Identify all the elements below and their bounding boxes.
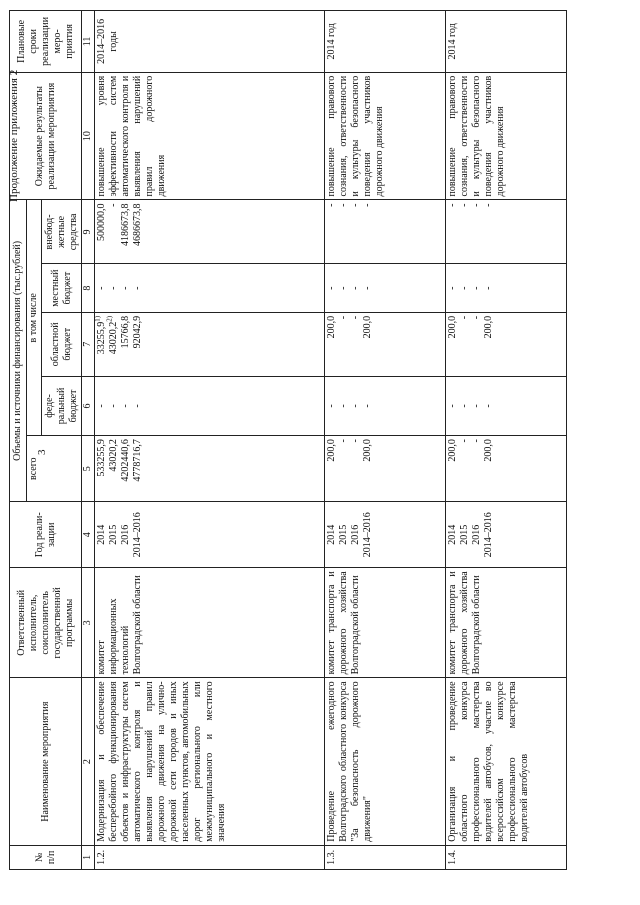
local-value: - — [459, 286, 471, 290]
program-measures-table — [9, 10, 567, 870]
regional-line — [362, 316, 374, 373]
total-value: 200,0 — [361, 439, 373, 462]
local-value: - — [108, 286, 119, 290]
table-row — [324, 11, 446, 870]
total-value: 200,0 — [483, 439, 495, 462]
federal-cell — [446, 376, 567, 435]
table-row — [446, 11, 567, 870]
column-numbers-row — [82, 11, 95, 870]
extra-value: - — [471, 203, 483, 207]
regional-cell — [324, 312, 446, 376]
rotated-table-container — [9, 10, 567, 870]
header-regional: областной бюджет — [42, 312, 82, 376]
page-number: 3 — [36, 449, 48, 455]
planned-terms: 2014 год — [324, 11, 446, 73]
executor: комитет транспорта и дорожного хозяйства Волгоградской области — [446, 568, 567, 678]
total-value: 533255,9 — [96, 439, 107, 477]
regional-value: - — [337, 315, 349, 320]
regional-line — [350, 316, 362, 373]
year-value: 2014–2016 — [132, 512, 143, 558]
years-cell — [324, 502, 446, 568]
federal-cell — [324, 376, 446, 435]
federal-value: - — [349, 404, 361, 408]
local-value: - — [337, 286, 349, 290]
local-value: - — [447, 286, 459, 290]
regional-value: 200,0 — [325, 315, 337, 339]
local-value: - — [483, 286, 495, 290]
planned-terms: 2014 год — [446, 11, 567, 73]
total-value: - — [337, 439, 349, 443]
regional-value: 200,0 — [483, 315, 495, 339]
federal-value: - — [120, 404, 131, 408]
row-number: 1.3. — [324, 845, 446, 869]
years-cell — [95, 502, 325, 568]
total-value: 200,0 — [325, 439, 337, 462]
total-value: 4778716,7 — [132, 439, 143, 482]
extra-value: - — [361, 203, 373, 207]
col-number: 3 — [82, 568, 95, 678]
total-cell — [95, 436, 325, 502]
extra-value: 4186673,8 — [120, 203, 131, 246]
planned-terms: 2014–2016 годы — [95, 11, 325, 73]
extra-value: - — [447, 203, 459, 207]
col-number: 10 — [82, 72, 95, 200]
year-value: 2015 — [337, 524, 349, 545]
header-local: местный бюджет — [42, 264, 82, 312]
header-extra: внебюд-жетные средства — [42, 200, 82, 264]
local-cell — [446, 264, 567, 312]
col-number: 11 — [82, 11, 95, 73]
federal-value: - — [132, 404, 143, 408]
local-value: - — [96, 286, 107, 290]
federal-value: - — [325, 404, 337, 408]
year-value: 2014–2016 — [361, 512, 373, 558]
col-number: 6 — [82, 376, 95, 435]
extra-cell — [324, 200, 446, 264]
extra-value: 4686673,8 — [132, 203, 143, 246]
federal-value: - — [337, 404, 349, 408]
table-row — [95, 11, 325, 870]
extra-value: - — [108, 203, 119, 207]
total-value: 43020,2 — [108, 439, 119, 472]
local-cell — [95, 264, 325, 312]
regional-line — [132, 316, 144, 373]
regional-line — [447, 316, 459, 373]
extra-value: - — [483, 203, 495, 207]
federal-value: - — [483, 404, 495, 408]
year-value: 2015 — [108, 524, 119, 545]
measure-name: Проведение ежегодного Волгоградского областного конкурса "За безопасность дорожного движения" — [324, 678, 446, 845]
regional-value: 92042,9 — [132, 315, 143, 349]
federal-cell — [95, 376, 325, 435]
local-value: - — [361, 286, 373, 290]
regional-line — [483, 316, 495, 373]
year-value: 2014 — [96, 524, 107, 545]
regional-cell — [95, 312, 325, 376]
header-financing: Объемы и источники финансирования (тыс.рублей) — [10, 200, 27, 502]
total-cell — [324, 436, 446, 502]
expected-results: повышение правового сознания, ответственности и культуры безопасного поведения участников дорожного движения — [446, 72, 567, 200]
header-incl: в том числе — [27, 200, 42, 436]
regional-value: 200,0 — [361, 315, 373, 339]
regional-line — [338, 316, 350, 373]
federal-value: - — [459, 404, 471, 408]
extra-cell — [446, 200, 567, 264]
regional-value: 43020,2 — [108, 321, 119, 355]
federal-value: - — [108, 404, 119, 408]
col-number: 2 — [82, 678, 95, 845]
regional-line — [471, 316, 483, 373]
executor: комитет транспорта и дорожного хозяйства Волгоградской области — [324, 568, 446, 678]
regional-value: - — [459, 315, 471, 320]
header-federal: феде-ральный бюджет — [42, 376, 82, 435]
total-value: - — [459, 439, 471, 443]
header-name: Наименование мероприятия — [10, 678, 82, 845]
footnote-marker: 2) — [105, 315, 114, 322]
year-value: 2016 — [120, 524, 131, 545]
years-cell — [446, 502, 567, 568]
federal-value: - — [96, 404, 107, 408]
year-value: 2016 — [471, 524, 483, 545]
footnote-marker: 1) — [93, 315, 102, 322]
regional-line — [326, 316, 338, 373]
year-value: 2014 — [325, 524, 337, 545]
regional-line — [120, 316, 132, 373]
header-year: Год реали-зации — [10, 502, 82, 568]
federal-value: - — [447, 404, 459, 408]
regional-line — [93, 315, 108, 373]
total-value: - — [349, 439, 361, 443]
total-value: - — [471, 439, 483, 443]
extra-value: - — [337, 203, 349, 207]
local-value: - — [120, 286, 131, 290]
regional-cell — [446, 312, 567, 376]
local-value: - — [325, 286, 337, 290]
year-value: 2014–2016 — [483, 512, 495, 558]
expected-results: повышение уровня эффективности систем автоматического контроля и выявления нарушений правил дорожного движения — [95, 72, 325, 200]
year-value: 2015 — [459, 524, 471, 545]
appendix-label: Продолжение приложения 2 — [8, 69, 20, 202]
col-number: 8 — [82, 264, 95, 312]
year-value: 2014 — [447, 524, 459, 545]
header-executor: Ответственный исполнитель, соисполнитель государственной программы — [10, 568, 82, 678]
measure-name: Организация и проведение областного конкурса профессионального мастерства водителей автобусов, участие во всероссийском конкурсе профессионального мастерства водителей автобусов — [446, 678, 567, 845]
col-number: 9 — [82, 200, 95, 264]
row-number: 1.4. — [446, 845, 567, 869]
total-cell — [446, 436, 567, 502]
extra-value: - — [349, 203, 361, 207]
row-number: 1.2. — [95, 845, 325, 869]
col-number: 5 — [82, 436, 95, 502]
col-number: 1 — [82, 845, 95, 869]
regional-value: 33255,9 — [96, 321, 107, 355]
local-value: - — [132, 286, 143, 290]
federal-value: - — [471, 404, 483, 408]
federal-value: - — [361, 404, 373, 408]
extra-value: - — [459, 203, 471, 207]
extra-cell — [95, 200, 325, 264]
header-terms: Плановые сроки реализации меро-приятия — [10, 11, 82, 73]
extra-value: - — [325, 203, 337, 207]
regional-line — [459, 316, 471, 373]
expected-results: повышение правового сознания, ответственности и культуры безопасного поведения участников дорожного движения — [324, 72, 446, 200]
total-value: 4202440,6 — [120, 439, 131, 482]
col-number: 7 — [82, 312, 95, 376]
header-num: № п/п — [10, 845, 82, 869]
executor: комитет информационных технологий Волгоградской области — [95, 568, 325, 678]
local-value: - — [471, 286, 483, 290]
regional-value: 15766,8 — [120, 315, 131, 349]
local-value: - — [349, 286, 361, 290]
regional-line — [105, 315, 120, 373]
local-cell — [324, 264, 446, 312]
col-number: 4 — [82, 502, 95, 568]
regional-value: - — [471, 315, 483, 320]
year-value: 2016 — [349, 524, 361, 545]
header-results: Ожидаемые результаты реализации мероприятия — [10, 72, 82, 200]
regional-value: 200,0 — [447, 315, 459, 339]
extra-value: 500000,0 — [96, 203, 107, 241]
measure-name: Модернизация и обеспечение бесперебойного функционирования объектов и инфраструктуры систем автоматического контроля и выявления нарушений правил дорожного движения на улично-дорожной сети городов и иных населенных пунктов, автомобильных дорог регионального или межмуниципального и местного значения — [95, 678, 325, 845]
total-value: 200,0 — [447, 439, 459, 462]
regional-value: - — [349, 315, 361, 320]
header-total: всего — [27, 436, 82, 502]
